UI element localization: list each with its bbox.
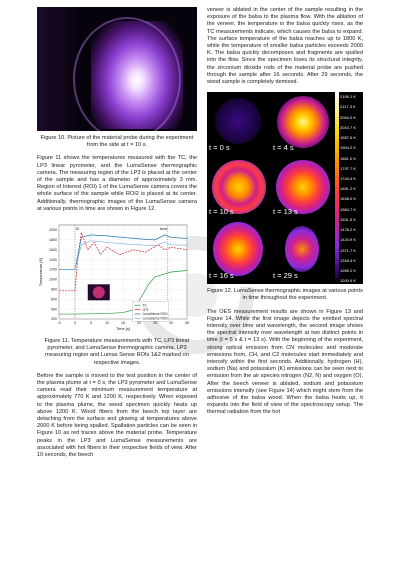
colorbar-tick: 2064.0 K [340,114,357,120]
x-tick-label: -5 [57,321,61,326]
colorbar-tick: 1797.7 K [340,165,357,171]
x-tick-label: 10 [105,321,109,326]
colorbar-tick: 1957.5 K [340,135,357,141]
y-tick-label: 1000 [49,277,57,282]
colorbar-tick: 1200.0 K [340,278,357,284]
y-tick-label: 600 [51,297,57,302]
y-tick-label: 1200 [49,267,57,272]
left-column [37,7,197,465]
figure-12-thermographic-images [207,92,363,284]
thermo-frame [271,156,333,218]
annotation-label: t0 [76,227,80,232]
colorbar-tick: 1744.4 K [340,176,357,181]
figure-11-chart [37,219,197,334]
colorbar-tick: 1371.7 K [340,247,357,253]
paragraph: Figure 11 shows the temperatures measured with the TC, the LP3 linear pyrometer, and the LumaSense thermographic camera. The measuring region of the LP3 is placed at the center of the sample and has a diameter of approximately 3 mm. Region of Interest (ROI) 1 of the LumaSense camera covers the whole surface of the sample while ROI2 is placed at its center. Additionally, thermographic images of the LumaSense camera at various points in time are shown in Figure 12. [37,155,197,212]
paragraph: veneer is ablated in the center of the sample resulting in the exposure of the balsa to the plasma flow. With the ablation of the veneer, the temperature in the balsa quickly rises, as the TC measurements indicate, which causes the balsa to expand. The surface temperature of the balsa reaches up to 1800 K, while the temperature of smaller balsa particles exceeds 2000 K. The balsa quickly decomposes and fragments are spalled into the flow. Since the specimen loses its structural integrity, the zirconium dioxide rods of the material probe are pushed through the sample after 16 seconds. After 29 seconds, the wood sample is completely demised. [207,7,363,86]
y-axis-label: Temperature [K] [38,257,43,287]
legend-entry: LumaSense ROI2 [142,316,168,321]
colorbar-gradient [335,92,339,284]
x-tick-label: 20 [137,321,141,326]
figure-11-caption: Figure 11. Temperature measurements with TC, LP3 linear pyrometer, and LumaSense thermographic camera. LP3 measuring region and Lumas Sense ROIs 1&2 marked on respective images. [44,338,190,366]
thermo-frame [271,92,333,154]
x-axis-label: Time [s] [115,326,131,332]
figure-12-caption: Figure 12. LumaSense thermographic images at various points in time throughout the experiment. [207,288,363,302]
paragraph: The OES measurement results are shown in Figure 13 and Figure 14. While the first image depicts the emitted spectral intensity over time and wavelength, the second image shows the spectral intensity over wavelength at two distinct points in time (t = 5 s & t = 13 s). With the beginning of the experiment, strong optical emission from CN molecules and moderate emissions from, CH, and C2 molecules start immediately and intensify within the first seconds. Additionally, hydrogen (H), sodium (Na) and potassium (K) emissions can be seen next to emission from the air species nitrogen (N2, N) and oxygen (O). After the beech veneer is ablated, sodium and potassium emissions intensify (see Figure 14) which might stem from the adhesive of the balsa wood. When the balsa heats up, it expands into the field of view of the spectroscopy setup. The thermal radiation from the hot [207,308,363,416]
thermo-frame [271,220,333,282]
colorbar-tick: 2117.3 K [340,104,356,110]
legend-entry: TC [142,303,147,308]
x-tick-label: 25 [153,321,157,326]
thermo-frame [207,220,269,282]
x-tick-label: 0 [74,321,76,326]
colorbar-tick: 2195.1 K [340,94,357,100]
frame-label: t = 0 s [209,143,230,153]
y-tick-label: 200 [51,317,57,322]
thermo-frame [207,92,269,154]
colorbar-tick: 1904.2 K [340,145,357,151]
colorbar [335,92,363,284]
colorbar-tick: 1851.0 K [340,155,357,161]
x-tick-label: 30 [169,321,173,326]
figure-10-image [37,7,197,131]
colorbar-tick: 1531.5 K [340,216,357,222]
y-tick-label: 800 [51,287,57,292]
colorbar-tick: 1638.0 K [340,196,357,202]
colorbar-tick: 2010.7 K [340,124,357,130]
frame-label: t = 13 s [273,207,298,217]
thermo-frame [207,156,269,218]
colorbar-tick: 1265.2 K [340,268,357,273]
frame-label: t = 16 s [209,271,234,281]
y-tick-label: 1400 [49,257,57,262]
colorbar-tick: 1584.7 K [340,206,357,212]
inset-image [93,286,105,298]
x-tick-label: 5 [90,321,92,326]
right-column [207,7,363,423]
colorbar-tick: 1478.2 K [340,227,357,233]
y-tick-label: 1800 [49,238,57,243]
frame-label: t = 29 s [273,271,298,281]
figure-10-caption: Figure 10. Picture of the material probe during the experiment from the side at t = 10 s. [40,135,194,149]
legend-entry: LumaSense ROI1 [142,312,168,317]
legend-entry: LP3 [142,307,149,312]
frame-label: t = 10 s [209,207,234,217]
y-tick-label: 2000 [49,228,57,233]
y-tick-label: 1600 [49,247,57,252]
colorbar-tick: 1318.4 K [340,257,357,263]
colorbar-tick: 1424.9 K [340,237,357,243]
annotation-label: tend [159,227,168,232]
frame-label: t = 4 s [273,143,294,153]
paragraph: Before the sample is moved to the test position in the center of the plasma plume at t = 0 s, the LP3 pyrometer and LumaSense camera read their minimum measurement temperature at approximately 770 K and 1200 K, respectively. When exposed to the plasma plume, the wood specimen quickly heats up above 1200 K. Wood fibers from the beech top layer are detaching from the surface and glowing at temperatures above 2000 K before being spalled. Spallation particles can be seen in Figure 10 as red traces above the material probe. Temperature peaks in the LP3 and LumaSense measurements are associated with hot fibers in their respective fields of view. After 10 seconds, the beech [37,372,197,459]
x-tick-label: 15 [121,321,125,326]
colorbar-tick: 1691.2 K [340,186,357,192]
x-tick-label: 35 [185,321,189,326]
y-tick-label: 400 [51,307,57,312]
